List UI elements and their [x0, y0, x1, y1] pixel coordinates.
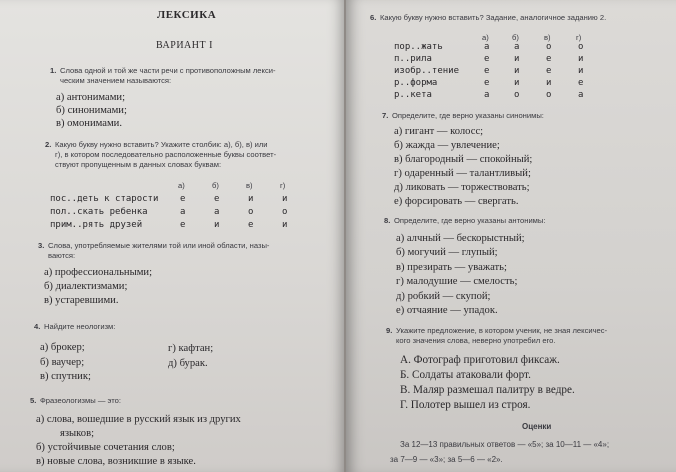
- q6-cell: и: [514, 66, 520, 76]
- q3-text-line1: Слова, употребляемые жителями той или иной области, назы-: [48, 241, 270, 250]
- q3-option-a: а) профессиональными;: [44, 267, 153, 278]
- q1-option-a: а) антонимами;: [56, 92, 126, 103]
- q3-text-line2: ваются:: [48, 251, 76, 260]
- q2-header-c: в): [246, 181, 253, 190]
- q1-option-b: б) синонимами;: [56, 105, 127, 116]
- q6-cell: и: [578, 54, 584, 64]
- q2-cell: а: [214, 207, 220, 217]
- q8-option-d: г) малодушие — смелость;: [396, 276, 518, 287]
- q6-header-c: в): [544, 33, 551, 42]
- q6-cell: и: [514, 54, 520, 64]
- q2-cell: е: [180, 194, 186, 204]
- q6-header-b: б): [512, 33, 519, 42]
- q6-row-word: р..кета: [394, 90, 432, 100]
- q5-text: Фразеологизмы — это:: [40, 396, 121, 405]
- q6-cell: о: [514, 90, 520, 100]
- q3-option-c: в) устаревшими.: [44, 295, 119, 306]
- q4-option-d: г) кафтан;: [168, 343, 214, 354]
- q2-number: 2.: [45, 140, 52, 149]
- q3-option-b: б) диалектизмами;: [44, 281, 128, 292]
- q2-header-d: г): [280, 181, 286, 190]
- q2-row-word: пол..скать ребенка: [50, 207, 148, 217]
- q2-row-word: пос..деть к старости: [50, 194, 159, 204]
- q6-cell: о: [578, 42, 584, 52]
- q6-header-a: а): [482, 33, 489, 42]
- q9-text-line1: Укажите предложение, в котором ученик, не зная лексичес-: [396, 326, 608, 335]
- right-page: [346, 0, 676, 472]
- q9-number: 9.: [386, 326, 393, 335]
- q2-cell: е: [248, 220, 254, 230]
- q6-cell: е: [546, 66, 552, 76]
- q1-text-line2: ческим значением называются:: [60, 76, 172, 85]
- q6-number: 6.: [370, 13, 377, 22]
- q8-option-c: в) презирать — уважать;: [396, 262, 507, 273]
- grades-line2: за 7—9 — «3»; за 5—6 — «2».: [390, 455, 503, 464]
- q7-option-a: а) гигант — колосс;: [394, 126, 484, 137]
- q6-cell: е: [484, 78, 490, 88]
- q4-option-a: а) брокер;: [40, 342, 85, 353]
- q4-option-e: д) бурак.: [168, 358, 208, 369]
- q8-option-f: е) отчаяние — упадок.: [396, 305, 498, 316]
- q4-number: 4.: [34, 322, 41, 331]
- q9-option-a: А. Фотограф приготовил фиксаж.: [400, 354, 560, 366]
- q8-option-b: б) могучий — глупый;: [396, 247, 498, 258]
- q6-cell: а: [484, 90, 490, 100]
- q8-number: 8.: [384, 216, 391, 225]
- grades-title: Оценки: [522, 422, 552, 431]
- q2-cell: о: [248, 207, 254, 217]
- q2-cell: и: [214, 220, 220, 230]
- q6-row-word: изобр..тение: [394, 66, 460, 76]
- q4-text: Найдите неологизм:: [44, 322, 116, 331]
- q5-option-c: в) новые слова, возникшие в языке.: [36, 456, 196, 467]
- q9-option-c: В. Маляр размешал палитру в ведре.: [400, 384, 575, 396]
- q5-option-b: б) устойчивые сочетания слов;: [36, 442, 175, 453]
- q7-option-c: в) благородный — спокойный;: [394, 154, 533, 165]
- q2-text-line1: Какую букву нужно вставить? Укажите столбик: а), б), в) или: [55, 140, 268, 149]
- q6-cell: а: [484, 42, 490, 52]
- q6-row-word: р..форма: [394, 78, 438, 88]
- q7-option-d: г) одаренный — талантливый;: [394, 168, 531, 179]
- q4-option-c: в) спутник;: [40, 371, 91, 382]
- q2-cell: е: [214, 194, 220, 204]
- q2-text-line2: г), в котором последовательно расположенные буквы соответ-: [55, 150, 277, 159]
- q6-row-word: п..рила: [394, 54, 432, 64]
- q6-cell: е: [484, 66, 490, 76]
- q6-cell: а: [514, 42, 520, 52]
- q8-option-e: д) робкий — скупой;: [396, 291, 491, 302]
- q6-cell: е: [546, 54, 552, 64]
- q7-option-f: е) форсировать — свергать.: [394, 196, 519, 207]
- q2-cell: и: [282, 220, 288, 230]
- q2-cell: и: [248, 194, 254, 204]
- q6-cell: о: [546, 42, 552, 52]
- q6-row-word: пор..жать: [394, 42, 443, 52]
- q2-cell: а: [180, 207, 186, 217]
- q5-option-a: а) слова, вошедшие в русский язык из других: [36, 414, 241, 425]
- q3-number: 3.: [38, 241, 45, 250]
- q5-option-a-cont: языков;: [60, 428, 95, 439]
- q6-cell: е: [484, 54, 490, 64]
- q7-option-e: д) ликовать — торжествовать;: [394, 182, 530, 193]
- q4-option-b: б) ваучер;: [40, 357, 85, 368]
- q2-text-line3: ствуют пропущенным в данных словах буквам:: [55, 160, 222, 169]
- variant-heading: ВАРИАНТ I: [156, 40, 213, 51]
- q2-cell: и: [282, 194, 288, 204]
- q2-cell: е: [180, 220, 186, 230]
- q1-number: 1.: [50, 66, 57, 75]
- q2-header-a: а): [178, 181, 185, 190]
- q8-option-a: а) алчный — бескорыстный;: [396, 233, 525, 244]
- q8-text: Определите, где верно указаны антонимы:: [394, 216, 546, 225]
- q9-option-b: Б. Солдаты атаковали форт.: [400, 369, 531, 381]
- q6-cell: а: [578, 90, 584, 100]
- section-title: ЛЕКСИКА: [157, 9, 217, 21]
- q2-header-b: б): [212, 181, 219, 190]
- q6-header-d: г): [576, 33, 582, 42]
- q6-cell: и: [546, 78, 552, 88]
- q7-number: 7.: [382, 111, 389, 120]
- q9-text-line2: кого значения слова, неверно употребил его.: [396, 336, 556, 345]
- q2-cell: о: [282, 207, 288, 217]
- q6-cell: е: [578, 78, 584, 88]
- q7-text: Определите, где верно указаны синонимы:: [392, 111, 544, 120]
- q6-cell: о: [546, 90, 552, 100]
- q6-cell: и: [514, 78, 520, 88]
- q5-number: 5.: [30, 396, 37, 405]
- q6-text: Какую букву нужно вставить? Задание, аналогичное заданию 2.: [380, 13, 607, 22]
- q1-option-c: в) омонимами.: [56, 118, 122, 129]
- q6-cell: и: [578, 66, 584, 76]
- q7-option-b: б) жажда — увлечение;: [394, 140, 500, 151]
- q2-row-word: прим..рять друзей: [50, 220, 143, 230]
- q9-option-d: Г. Полотер вышел из строя.: [400, 399, 531, 411]
- q1-text-line1: Слова одной и той же части речи с противоположным лекси-: [60, 66, 276, 75]
- grades-line1: За 12—13 правильных ответов — «5»; за 10—11 — «4»;: [400, 440, 610, 449]
